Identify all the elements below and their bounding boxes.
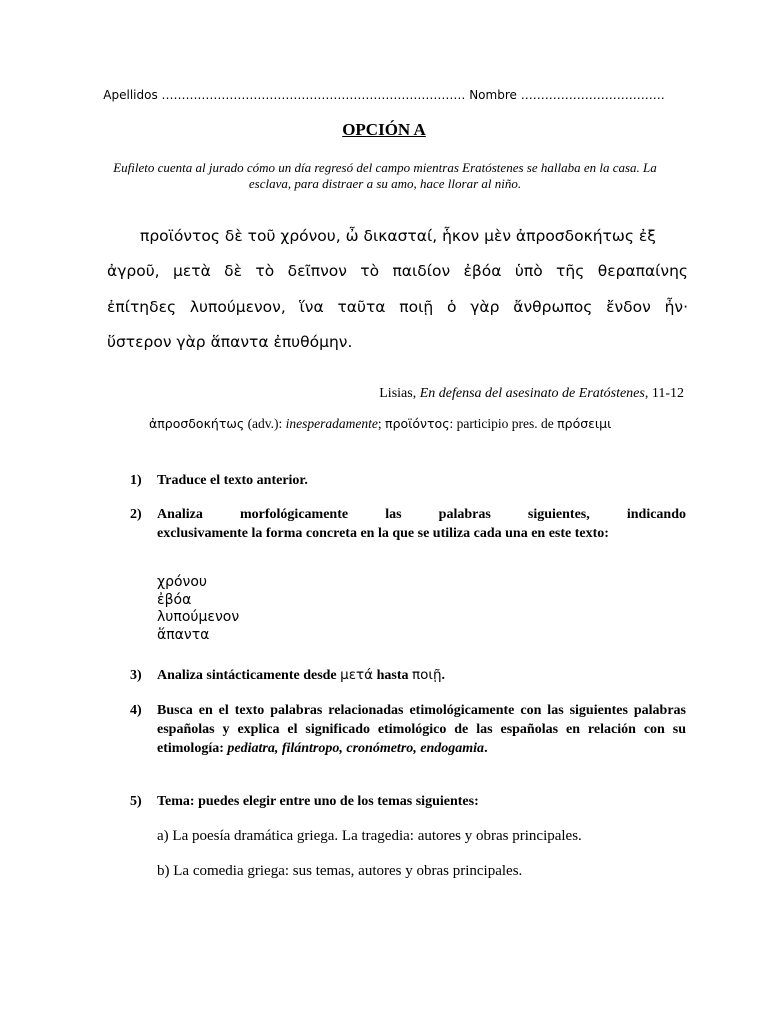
analysis-word: ἐβόα <box>157 591 192 608</box>
question-2-text-line-1: Analiza morfológicamente las palabras siguientes, indicando <box>157 507 686 522</box>
question-1-number: 1) <box>130 473 142 488</box>
gloss-meaning-1: inesperadamente <box>285 416 378 431</box>
topic-option-b: b) La comedia griega: sus temas, autores y obras principales. <box>157 863 523 879</box>
question-1 <box>130 471 686 490</box>
question-4-end: . <box>484 741 488 756</box>
question-3-end: . <box>441 668 445 683</box>
page-title: OPCIÓN A <box>342 120 426 139</box>
gloss-word-1: ἀπροσδοκήτως <box>149 416 245 431</box>
intro-paragraph: Eufileto cuenta al jurado cómo un día regresó del campo mientras Eratóstenes se hallaba en la casa. La esclava, para distraer a su amo, hace llorar al niño. <box>113 160 657 191</box>
question-3-from-word: μετά <box>340 667 374 683</box>
gloss-description-2: : participio pres. de <box>449 416 558 431</box>
question-4-number: 4) <box>130 703 142 718</box>
question-5-number: 5) <box>130 794 142 809</box>
greek-text-line-3: ἐπίτηδες λυπούμενον, ἵνα ταῦτα ποιῇ ὁ γὰρ ἄνθρωπος ἔνδον ἦν· <box>107 298 688 316</box>
question-4 <box>130 701 686 758</box>
apellidos-label: Apellidos <box>103 88 158 102</box>
question-3-mid: hasta <box>373 668 412 683</box>
analysis-word: ἅπαντα <box>157 626 210 643</box>
topic-option-a: a) La poesía dramática griega. La tragedia: autores y obras principales. <box>157 828 582 844</box>
question-2 <box>130 505 686 543</box>
question-3-number: 3) <box>130 668 142 683</box>
nombre-field[interactable]: ……………………………… <box>520 88 665 102</box>
question-4-terms: pediatra, filántropo, cronómetro, endogamia <box>227 741 485 756</box>
question-5-text: Tema: puedes elegir entre uno de los temas siguientes: <box>157 794 479 809</box>
gloss-word-2: προϊόντος <box>385 416 450 431</box>
citation-author: Lisias, <box>379 386 420 401</box>
citation-work: En defensa del asesinato de Eratóstenes <box>419 386 645 401</box>
question-3 <box>130 666 686 685</box>
name-fields-line <box>0 88 768 102</box>
question-2-text-rest: exclusivamente la forma concreta en la que se utiliza cada una en este texto: <box>157 526 609 541</box>
gloss-word-3: πρόσειμι <box>557 416 612 431</box>
greek-text-line-2: ἀγροῦ, μετὰ δὲ τὸ δεῖπνον τὸ παιδίον ἐβόα ὑπὸ τῆς θεραπαίνης <box>107 262 688 280</box>
question-3-to-word: ποιῇ <box>411 667 442 683</box>
vocabulary-gloss <box>149 416 611 432</box>
citation-ref: , 11-12 <box>644 386 684 401</box>
question-2-number: 2) <box>130 507 142 522</box>
question-4-text: Busca en el texto palabras relacionadas etimológicamente con las siguientes palabras españolas y explica el significado etimológico de las españolas en relación con su etimología: <box>157 703 686 756</box>
apellidos-field[interactable]: ……….………………………………………………………… <box>161 88 466 102</box>
question-1-text: Traduce el texto anterior. <box>157 473 308 488</box>
greek-text-line-1: προϊόντος δὲ τοῦ χρόνου, ὦ δικασταί, ἧκον μὲν ἀπροσδοκήτως ἐξ <box>140 227 656 245</box>
question-5 <box>130 792 686 811</box>
greek-text-line-4: ὕστερον γὰρ ἅπαντα ἐπυθόμην. <box>107 333 353 351</box>
question-3-text: Analiza sintácticamente desde <box>157 668 341 683</box>
analysis-word: χρόνου <box>157 574 208 590</box>
analysis-word-list <box>157 574 239 644</box>
citation <box>379 386 684 402</box>
gloss-category-1: (adv.): <box>244 416 286 431</box>
gloss-separator: ; <box>377 416 386 431</box>
analysis-word: λυπούμενον <box>157 609 240 625</box>
nombre-label: Nombre <box>469 88 517 102</box>
